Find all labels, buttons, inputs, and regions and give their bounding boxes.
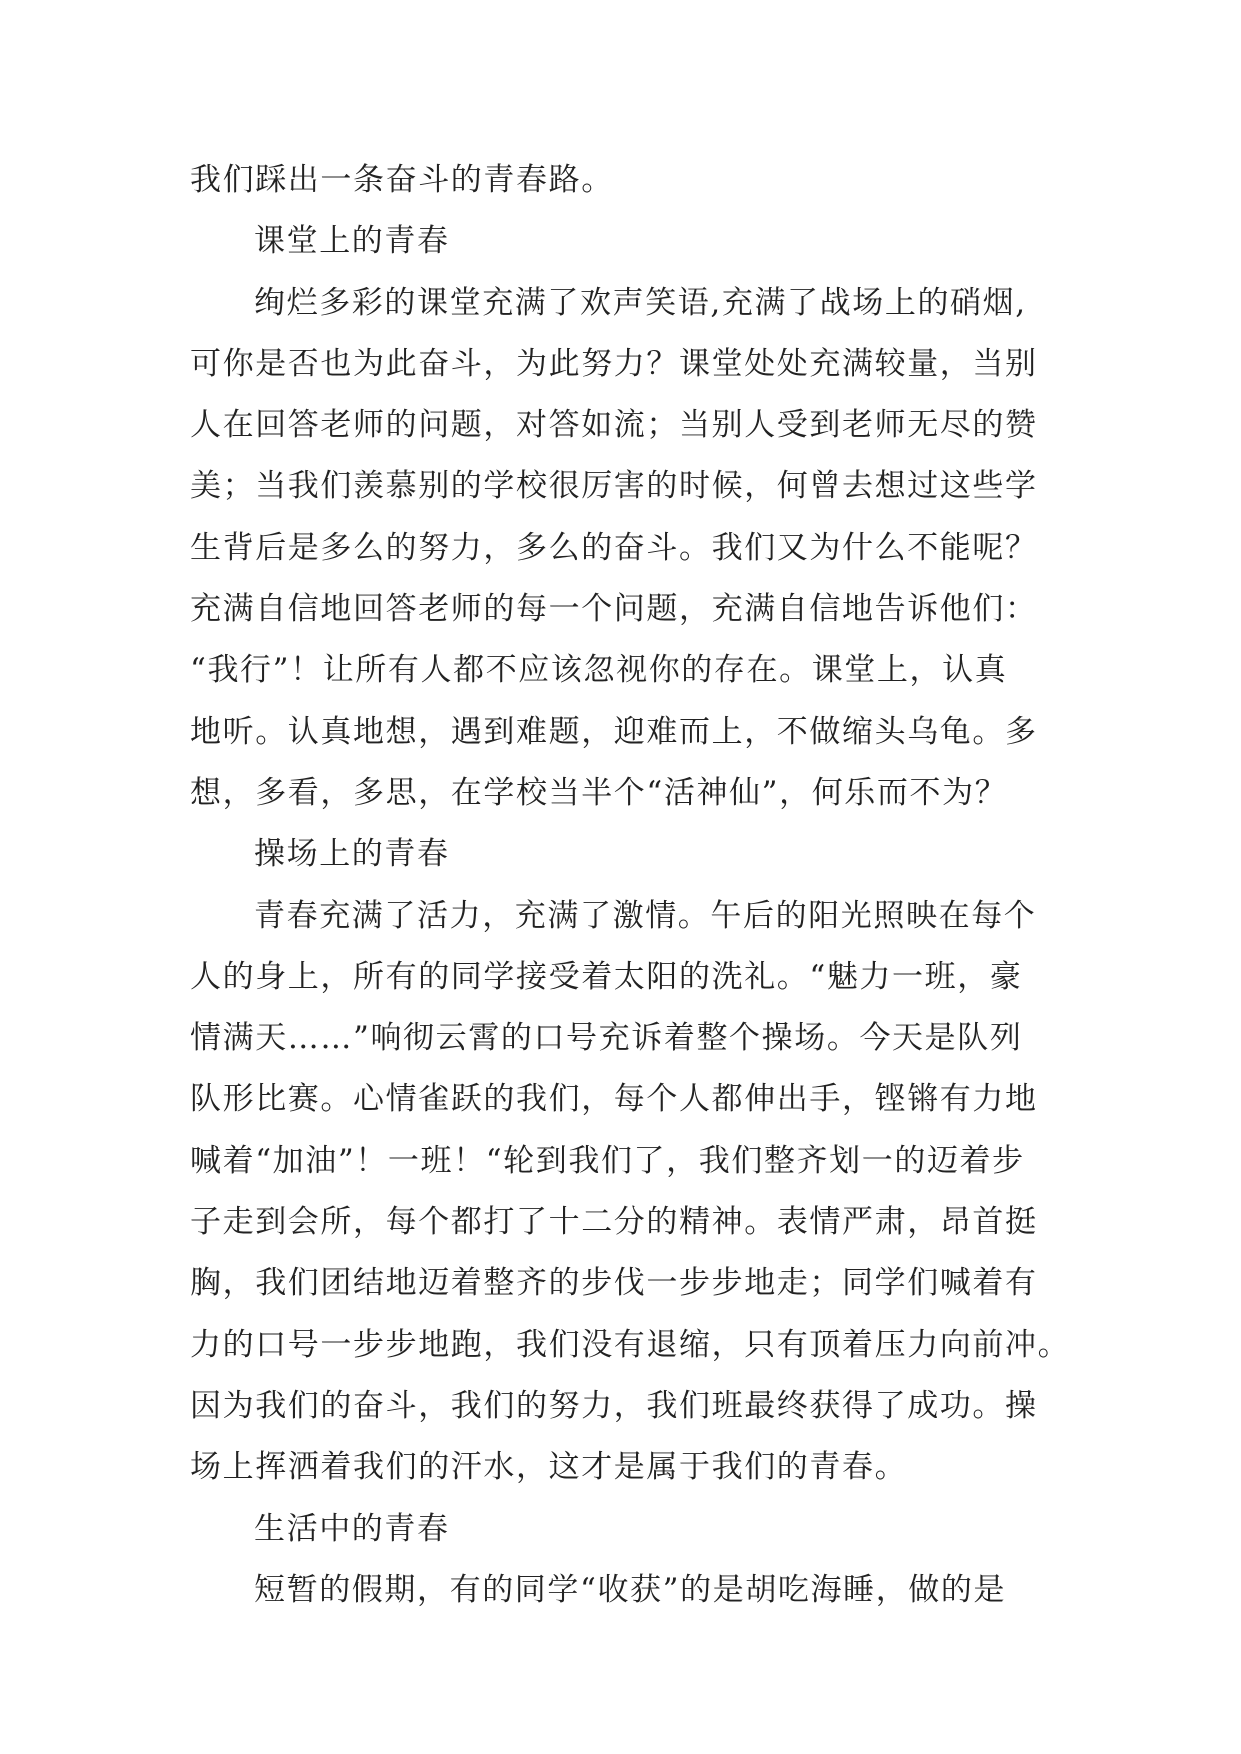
text-line: 生背后是多么的努力，多么的奋斗。我们又为什么不能呢？ <box>190 529 1038 566</box>
text-line: 可你是否也为此奋斗，为此努力？课堂处处充满较量，当别 <box>190 345 1038 382</box>
section-heading-playground: 操场上的青春 <box>254 836 450 873</box>
document-body <box>190 150 1090 1621</box>
text-line: 充满自信地回答老师的每一个问题，充满自信地告诉他们： <box>190 591 1038 628</box>
text-line: 力的口号一步步地跑，我们没有退缩，只有顶着压力向前冲。 <box>190 1326 1071 1363</box>
text-line: 美；当我们羡慕别的学校很厉害的时候，何曾去想过这些学 <box>190 468 1038 505</box>
text-line: “我行”！让所有人都不应该忽视你的存在。课堂上，认真 <box>190 652 1008 689</box>
text-line: 喊着“加油”！一班！“轮到我们了，我们整齐划一的迈着步 <box>190 1142 1025 1179</box>
text-line: 情满天……”响彻云霄的口号充诉着整个操场。今天是队列 <box>190 1020 1023 1057</box>
text-line: 场上挥洒着我们的汗水，这才是属于我们的青春。 <box>190 1449 908 1486</box>
text-line: 胸，我们团结地迈着整齐的步伐一步步地走；同学们喊着有 <box>190 1265 1038 1302</box>
text-line: 想，多看，多思，在学校当半个“活神仙”，何乐而不为？ <box>190 774 1008 811</box>
section-heading-classroom: 课堂上的青春 <box>254 223 450 260</box>
text-line: 短暂的假期，有的同学“收获”的是胡吃海睡，做的是 <box>254 1571 1007 1608</box>
text-line: 队形比赛。心情雀跃的我们，每个人都伸出手，铿锵有力地 <box>190 1081 1038 1118</box>
text-line: 青春充满了活力，充满了激情。午后的阳光照映在每个 <box>254 897 1037 934</box>
text-line: 地听。认真地想，遇到难题，迎难而上，不做缩头乌龟。多 <box>190 713 1038 750</box>
text-line: 我们踩出一条奋斗的青春路。 <box>190 162 614 198</box>
text-line: 人在回答老师的问题，对答如流；当别人受到老师无尽的赞 <box>190 407 1038 444</box>
section-heading-life: 生活中的青春 <box>254 1510 450 1547</box>
text-line: 因为我们的奋斗，我们的努力，我们班最终获得了成功。操 <box>190 1387 1038 1424</box>
text-line: 绚烂多彩的课堂充满了欢声笑语,充满了战场上的硝烟, <box>254 284 1027 321</box>
text-line: 子走到会所，每个都打了十二分的精神。表情严肃，昂首挺 <box>190 1204 1038 1241</box>
text-line: 人的身上，所有的同学接受着太阳的洗礼。“魅力一班，豪 <box>190 958 1023 995</box>
